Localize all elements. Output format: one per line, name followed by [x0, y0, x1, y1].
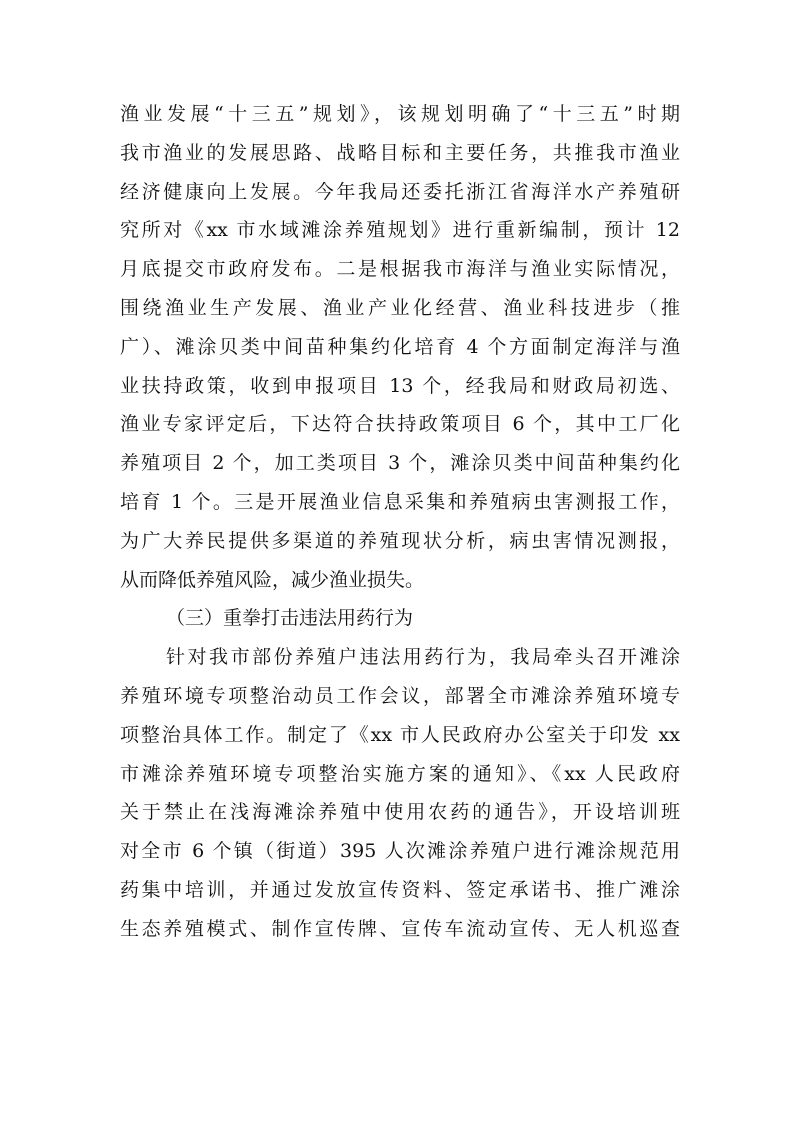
text-line: 渔业专家评定后，下达符合扶持政策项目 6 个，其中工厂化	[120, 413, 680, 436]
paragraph-first-line: 针对我市部份养殖户违法用药行为，我局牵头召开滩涂	[166, 646, 680, 669]
text-line: 渔业发展“十三五”规划》，该规划明确了“十三五”时期	[120, 103, 680, 125]
text-line: 养殖环境专项整治动员工作会议，部署全市滩涂养殖环境专	[120, 684, 680, 707]
text-line: 我市渔业的发展思路、战略目标和主要任务，共推我市渔业	[120, 141, 680, 164]
text-line: 究所对《xx 市水域滩涂养殖规划》进行重新编制，预计 12	[120, 219, 680, 242]
text-line: 关于禁止在浅海滩涂养殖中使用农药的通告》，开设培训班	[120, 801, 680, 824]
text-line: 培育 1 个。三是开展渔业信息采集和养殖病虫害测报工作，	[120, 490, 680, 513]
text-line: 为广大养民提供多渠道的养殖现状分析，病虫害情况测报，	[120, 529, 680, 552]
paragraph-last-line: 从而降低养殖风险，减少渔业损失。	[120, 568, 425, 591]
text-line: 围绕渔业生产发展、渔业产业化经营、渔业科技进步（推	[120, 296, 680, 319]
text-line: 市滩涂养殖环境专项整治实施方案的通知》、《xx 人民政府	[120, 762, 680, 785]
section-heading: （三）重拳打击违法用药行为	[166, 607, 414, 630]
text-line: 月底提交市政府发布。二是根据我市海洋与渔业实际情况，	[120, 258, 680, 281]
text-line: 药集中培训，并通过发放宣传资料、签定承诺书、推广滩涂	[120, 878, 680, 901]
text-line: 对全市 6 个镇（街道）395 人次滩涂养殖户进行滩涂规范用	[120, 840, 680, 863]
text-line: 项整治具体工作。制定了《xx 市人民政府办公室关于印发 xx	[120, 723, 680, 746]
text-line: 生态养殖模式、制作宣传牌、宣传车流动宣传、无人机巡查	[120, 917, 680, 940]
text-line: 业扶持政策，收到申报项目 13 个，经我局和财政局初选、	[120, 374, 680, 397]
text-line: 养殖项目 2 个，加工类项目 3 个，滩涂贝类中间苗种集约化	[120, 452, 680, 475]
text-line: 广）、滩涂贝类中间苗种集约化培育 4 个方面制定海洋与渔	[120, 335, 680, 358]
text-line: 经济健康向上发展。今年我局还委托浙江省海洋水产养殖研	[120, 180, 680, 203]
document-body	[120, 95, 680, 949]
